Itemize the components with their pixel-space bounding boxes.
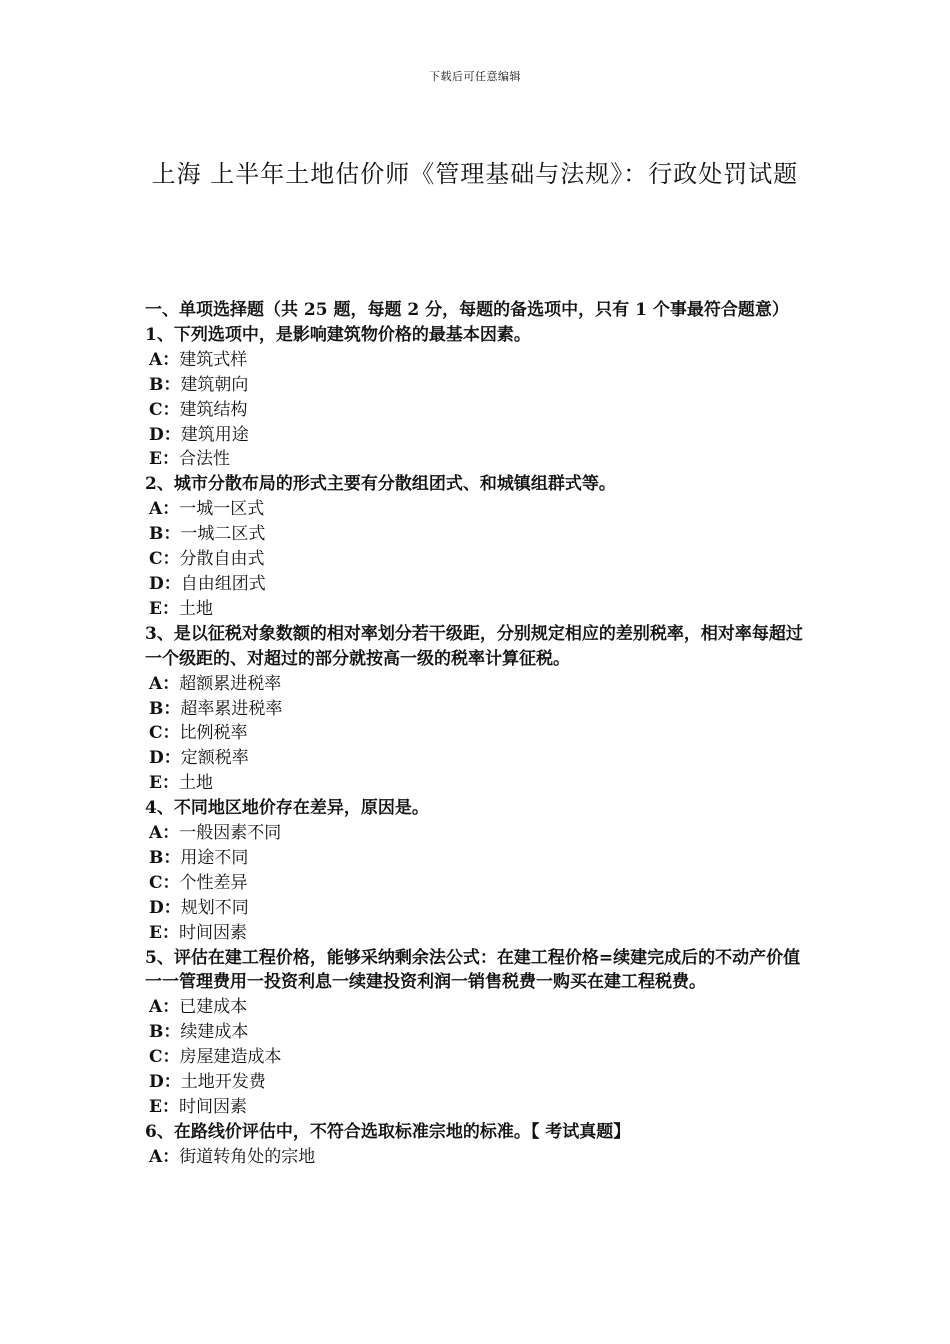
option-key: B： <box>149 524 181 545</box>
option-key: D： <box>149 573 181 594</box>
answer-option <box>145 1045 810 1070</box>
option-key: E： <box>149 773 179 794</box>
answer-option <box>145 597 810 622</box>
answer-option <box>145 348 810 373</box>
answer-option <box>145 547 810 572</box>
question-block <box>145 1120 810 1170</box>
option-key: C： <box>149 1047 180 1068</box>
option-text: 建筑式样 <box>179 349 248 370</box>
option-key: E： <box>149 922 179 943</box>
answer-option <box>145 995 810 1020</box>
header-note: 下载后可任意编辑 <box>429 70 521 83</box>
option-text: 建筑用途 <box>180 424 249 445</box>
option-key: A： <box>149 349 180 370</box>
answer-option <box>145 572 810 597</box>
answer-option <box>145 522 810 547</box>
question-stem: 5、评估在建工程价格，能够采纳剩余法公式：在建工程价格=续建完成后的不动产价值一一管理费用一投资利息一续建投资利润一销售税费一购买在建工程税费。 <box>145 947 801 993</box>
question-block <box>145 472 810 621</box>
answer-option <box>145 497 810 522</box>
option-text: 建筑朝向 <box>180 374 249 395</box>
document-title: 上海 上半年土地估价师《管理基础与法规》：行政处罚试题 <box>151 160 799 188</box>
question-block <box>145 796 810 945</box>
option-text: 用途不同 <box>180 847 249 868</box>
option-text: 合法性 <box>178 449 230 470</box>
answer-option <box>145 1020 810 1045</box>
option-text: 一般因素不同 <box>179 823 282 844</box>
answer-option <box>145 896 810 921</box>
answer-option <box>145 821 810 846</box>
question-list <box>145 323 810 1170</box>
option-key: C： <box>149 549 180 570</box>
answer-option <box>145 697 810 722</box>
answer-option <box>145 746 810 771</box>
option-text: 超额累进税率 <box>179 673 282 694</box>
option-key: B： <box>149 847 181 868</box>
answer-option <box>145 447 810 472</box>
option-text: 土地开发费 <box>180 1072 266 1093</box>
option-key: C： <box>149 723 180 744</box>
answer-option <box>145 1095 810 1120</box>
option-text: 规划不同 <box>180 897 249 918</box>
question-stem: 2、城市分散布局的形式主要有分散组团式、和城镇组群式等。 <box>145 474 616 495</box>
answer-option <box>145 672 810 697</box>
option-key: A： <box>149 499 180 520</box>
option-key: E： <box>149 449 179 470</box>
answer-option <box>145 1070 810 1095</box>
option-key: A： <box>149 1146 180 1167</box>
option-key: A： <box>149 673 180 694</box>
answer-option <box>145 373 810 398</box>
answer-option <box>145 846 810 871</box>
option-text: 街道转角处的宗地 <box>179 1146 316 1167</box>
option-text: 土地 <box>178 773 213 794</box>
question-stem: 1、下列选项中，是影响建筑物价格的最基本因素。 <box>145 324 531 345</box>
option-key: D： <box>149 424 181 445</box>
option-key: C： <box>149 399 180 420</box>
question-stem: 3、是以征税对象数额的相对率划分若干级距，分别规定相应的差别税率，相对率每超过一个级距的、对超过的部分就按高一级的税率计算征税。 <box>145 623 803 669</box>
option-text: 时间因素 <box>178 1097 247 1117</box>
option-text: 续建成本 <box>180 1022 249 1043</box>
option-key: D： <box>149 1072 181 1093</box>
answer-option <box>145 871 810 896</box>
option-text: 比例税率 <box>179 723 248 744</box>
option-text: 分散自由式 <box>179 549 265 570</box>
question-block <box>145 622 810 796</box>
option-key: A： <box>149 823 180 844</box>
option-key: B： <box>149 698 181 719</box>
option-key: E： <box>149 598 179 619</box>
option-key: B： <box>149 1022 181 1043</box>
question-stem: 6、在路线价评估中，不符合选取标准宗地的标准。【 考试真题】 <box>145 1121 631 1142</box>
option-text: 超率累进税率 <box>180 698 283 719</box>
option-text: 土地 <box>178 598 213 619</box>
option-text: 一城一区式 <box>179 499 265 520</box>
option-key: B： <box>149 374 181 395</box>
option-text: 已建成本 <box>179 997 248 1018</box>
option-text: 一城二区式 <box>180 524 266 545</box>
answer-option <box>145 771 810 796</box>
option-text: 建筑结构 <box>179 399 248 420</box>
answer-option <box>145 721 810 746</box>
option-key: C： <box>149 872 180 893</box>
option-key: E： <box>149 1097 179 1117</box>
option-text: 自由组团式 <box>180 573 266 594</box>
question-block <box>145 323 810 472</box>
answer-option <box>145 1145 810 1170</box>
answer-option <box>145 921 810 946</box>
question-stem: 4、不同地区地价存在差异，原因是。 <box>145 798 429 819</box>
option-key: D： <box>149 897 181 918</box>
question-block <box>145 946 810 1120</box>
option-key: A： <box>149 997 180 1018</box>
option-text: 房屋建造成本 <box>179 1047 282 1068</box>
option-key: D： <box>149 748 181 769</box>
option-text: 时间因素 <box>178 922 247 943</box>
answer-option <box>145 423 810 448</box>
option-text: 定额税率 <box>180 748 249 769</box>
answer-option <box>145 398 810 423</box>
document-body <box>145 298 810 1170</box>
option-text: 个性差异 <box>179 872 248 893</box>
section-heading: 一、单项选择题（共 25 题，每题 2 分，每题的备选项中，只有 1 个事最符合题意） <box>145 300 789 320</box>
